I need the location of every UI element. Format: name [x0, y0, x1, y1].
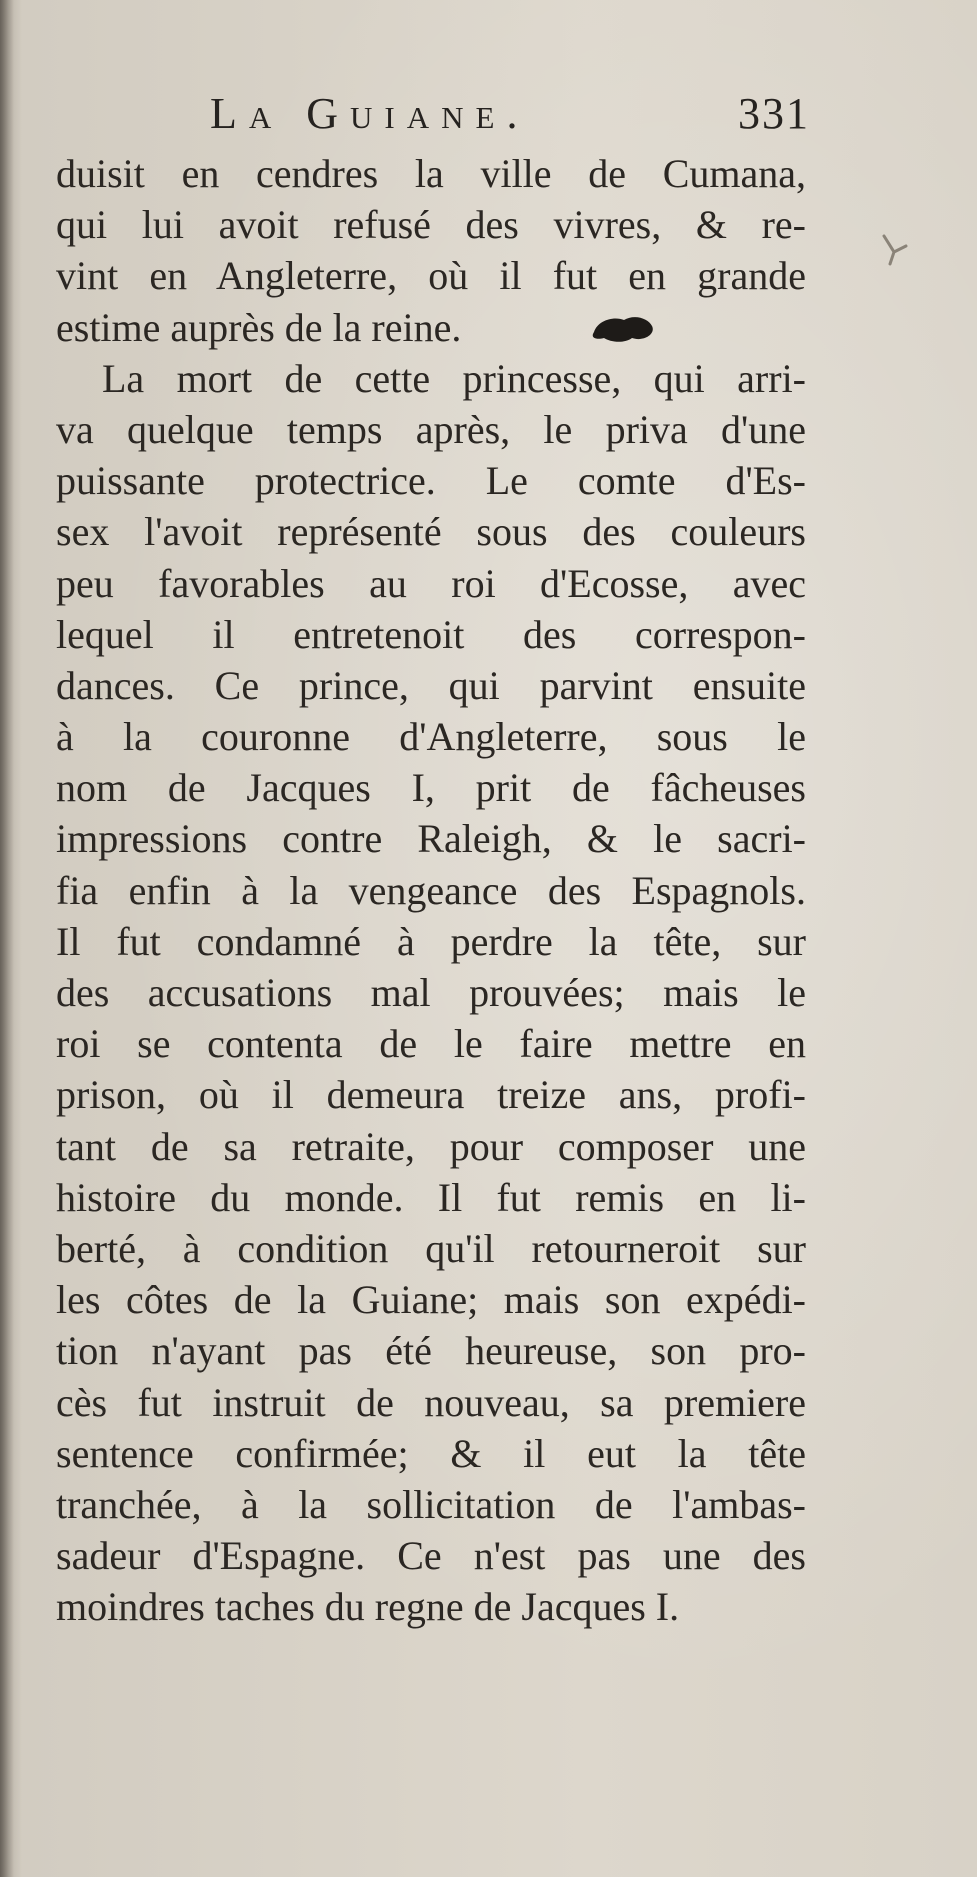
text-line: tion n'ayant pas été heureuse, son pro- [56, 1328, 806, 1374]
text-line: vint en Angleterre, où il fut en grande [56, 253, 806, 299]
paragraph-start-line: La mort de cette princesse, qui arri- [102, 355, 806, 401]
page-number: 331 [738, 89, 810, 138]
text-line: estime auprès de la reine. [56, 304, 462, 350]
text-line: qui lui avoit refusé des vivres, & re- [56, 202, 806, 248]
running-head [210, 88, 820, 138]
text-line: les côtes de la Guiane; mais son expédi- [56, 1277, 806, 1323]
text-line: dances. Ce prince, qui parvint ensuite [56, 662, 806, 708]
text-line: prison, où il demeura treize ans, profi- [56, 1072, 806, 1118]
text-line: peu favorables au roi d'Ecosse, avec [56, 560, 806, 606]
text-line: histoire du monde. Il fut remis en li- [56, 1174, 806, 1220]
text-line: va quelque temps après, le priva d'une [56, 406, 806, 452]
text-line: lequel il entretenoit des correspon- [56, 611, 806, 657]
paper-mark [876, 230, 916, 270]
text-line: berté, à condition qu'il retourneroit sur [56, 1225, 806, 1271]
text-line: des accusations mal prouvées; mais le [56, 970, 806, 1015]
spine-shadow [0, 0, 14, 1877]
text-line: à la couronne d'Angleterre, sous le [56, 714, 806, 760]
text-line: roi se contenta de le faire mettre en [56, 1021, 806, 1067]
text-line: sex l'avoit représenté sous des couleurs [56, 509, 806, 555]
text-line: puissante protectrice. Le comte d'Es- [56, 458, 806, 504]
text-line: tant de sa retraite, pour composer une [56, 1123, 806, 1169]
text-line: fia enfin à la vengeance des Espagnols. [56, 867, 806, 913]
text-line: duisit en cendres la ville de Cumana, [56, 151, 806, 196]
text-line: moindres taches du regne de Jacques I. [56, 1584, 680, 1630]
text-line: Il fut condamné à perdre la tête, sur [56, 918, 806, 964]
text-line: tranchée, à la sollicitation de l'ambas- [56, 1481, 806, 1527]
text-line: nom de Jacques I, prit de fâcheuses [56, 765, 806, 811]
text-line: sadeur d'Espagne. Ce n'est pas une des [56, 1533, 806, 1579]
ink-blot [588, 312, 658, 346]
body-text [56, 148, 806, 1632]
running-title: La Guiane. [210, 89, 530, 138]
text-line: sentence confirmée; & il eut la tête [56, 1430, 806, 1476]
text-line: cès fut instruit de nouveau, sa premiere [56, 1379, 806, 1425]
text-line: impressions contre Raleigh, & le sacri- [56, 816, 806, 862]
